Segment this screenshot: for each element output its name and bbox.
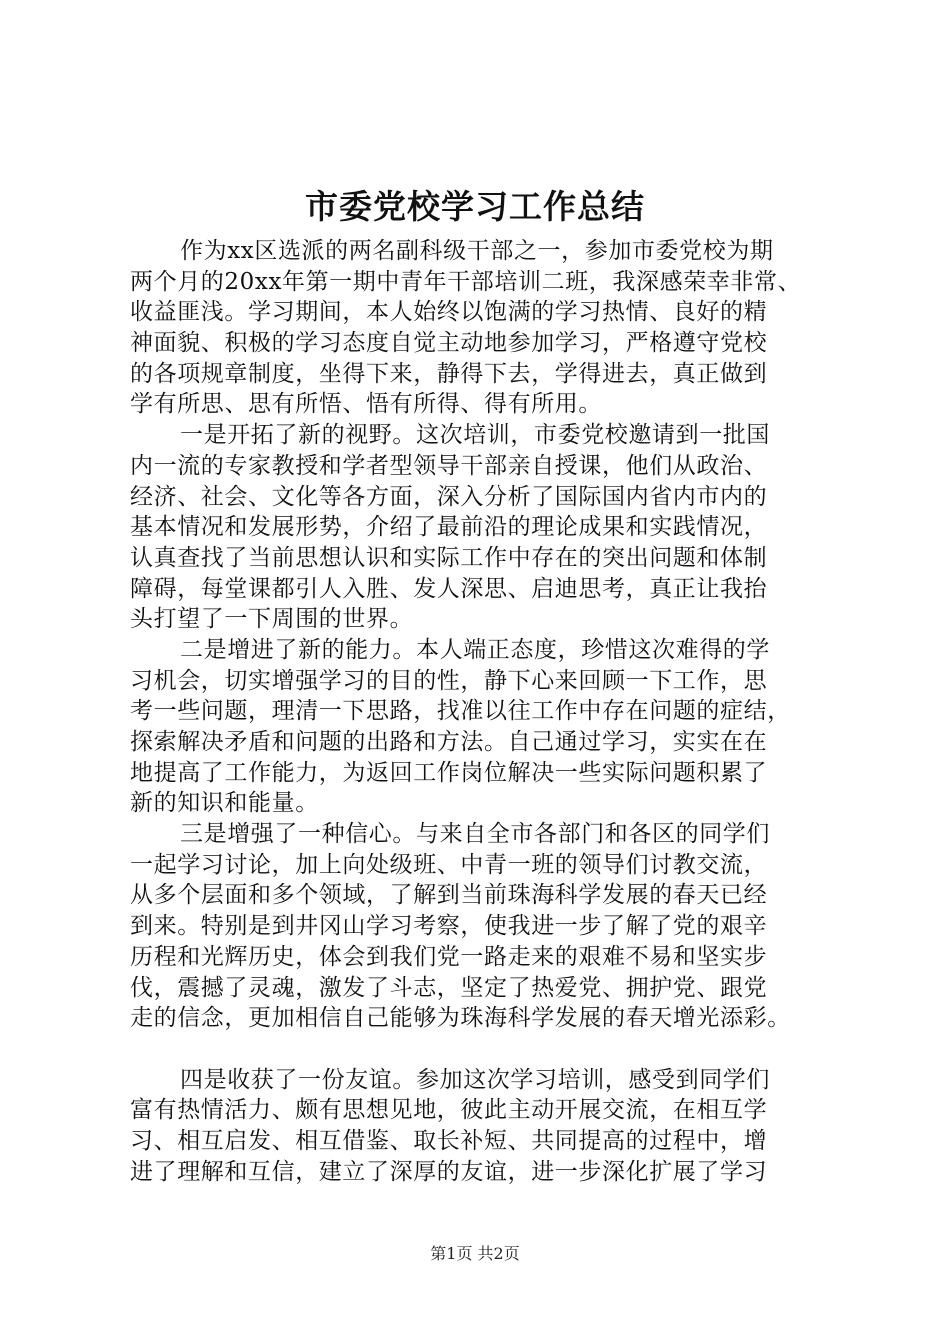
paragraph-1-line-4: 神面貌、积极的学习态度自觉主动地参加学习，严格遵守党校	[130, 330, 768, 357]
paragraph-1-line-6: 学有所思、思有所悟、悟有所得、得有所用。	[130, 391, 602, 418]
paragraph-3-line-5: 地提高了工作能力，为返回工作岗位解决一些实际问题积累了	[130, 759, 768, 786]
page-number-footer: 第1页 共2页	[430, 1244, 520, 1263]
paragraph-3-line-2: 习机会，切实增强学习的目的性，静下心来回顾一下工作，思	[130, 667, 768, 694]
paragraph-2-line-7: 头打望了一下周围的世界。	[130, 606, 414, 633]
paragraph-4-line-6: 伐，震撼了灵魂，激发了斗志，坚定了热爱党、拥护党、跟党	[130, 974, 768, 1001]
paragraph-4-line-1: 三是增强了一种信心。与来自全市各部门和各区的同学们	[180, 821, 770, 848]
paragraph-5-line-3: 习、相互启发、相互借鉴、取长补短、共同提高的过程中，增	[130, 1127, 768, 1154]
paragraph-1-line-1: 作为xx区选派的两名副科级干部之一，参加市委党校为期	[180, 238, 774, 264]
paragraph-4-line-5: 历程和光辉历史，体会到我们党一路走来的艰难不易和坚实步	[130, 943, 768, 970]
paragraph-2-line-6: 障碍，每堂课都引人入胜、发人深思、启迪思考，真正让我抬	[130, 575, 768, 602]
paragraph-2-line-2: 内一流的专家教授和学者型领导干部亲自授课，他们从政治、	[130, 452, 768, 479]
paragraph-4-line-4: 到来。特别是到井冈山学习考察，使我进一步了解了党的艰辛	[130, 913, 768, 940]
paragraph-5-line-4: 进了理解和互信，建立了深厚的友谊，进一步深化扩展了学习	[130, 1158, 768, 1185]
paragraph-3-line-4: 探索解决矛盾和问题的出路和方法。自己通过学习，实实在在	[130, 729, 768, 755]
paragraph-1-line-5: 的各项规章制度，坐得下来，静得下去，学得进去，真正做到	[130, 360, 768, 387]
paragraph-5-line-2: 富有热情活力、颇有思想见地，彼此主动开展交流，在相互学	[130, 1097, 768, 1124]
paragraph-2-line-3: 经济、社会、文化等各方面，深入分析了国际国内省内市内的	[130, 483, 768, 510]
paragraph-5-line-1: 四是收获了一份友谊。参加这次学习培训，感受到同学们	[180, 1066, 770, 1093]
paragraph-2-line-5: 认真查找了当前思想认识和实际工作中存在的突出问题和体制	[130, 544, 768, 571]
paragraph-2-line-4: 基本情况和发展形势，介绍了最前沿的理论成果和实践情况，	[130, 514, 768, 541]
paragraph-4-line-3: 从多个层面和多个领域，了解到当前珠海科学发展的春天已经	[130, 882, 768, 909]
paragraph-4-line-7: 走的信念，更加相信自己能够为珠海科学发展的春天增光添彩。	[130, 1005, 791, 1032]
paragraph-spacer	[130, 1034, 830, 1065]
document-body	[130, 236, 830, 1187]
paragraph-2-line-1: 一是开拓了新的视野。这次培训，市委党校邀请到一批国	[180, 422, 770, 449]
document-title: 市委党校学习工作总结	[305, 187, 645, 226]
paragraph-4-line-2: 一起学习讨论，加上向处级班、中青一班的领导们讨教交流，	[130, 851, 768, 878]
paragraph-1-line-3: 收益匪浅。学习期间，本人始终以饱满的学习热情、良好的精	[130, 299, 768, 326]
paragraph-3-line-6: 新的知识和能量。	[130, 790, 319, 817]
paragraph-3-line-3: 考一些问题，理清一下思路，找准以往工作中存在问题的症结，	[130, 698, 791, 725]
paragraph-3-line-1: 二是增进了新的能力。本人端正态度，珍惜这次难得的学	[180, 636, 770, 663]
paragraph-1-line-2: 两个月的20xx年第一期中青年干部培训二班，我深感荣幸非常、	[130, 268, 802, 295]
